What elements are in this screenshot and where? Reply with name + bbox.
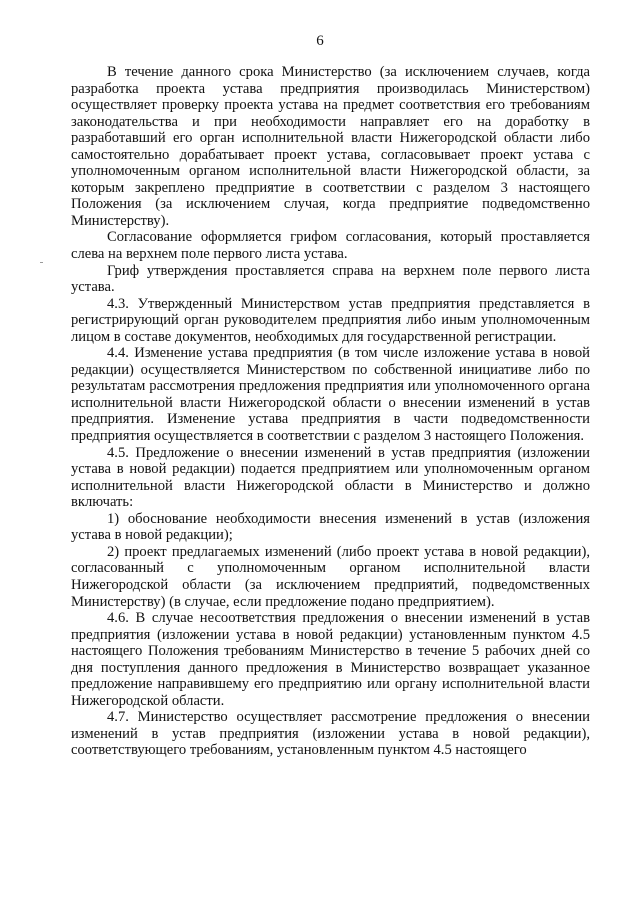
page-number: 6 [316, 33, 324, 49]
paragraph-approval-stamp-left: Согласование оформляется грифом согласования, который проставляется слева на верхнем поле первого листа устава. [71, 229, 590, 263]
list-item-2: 2) проект предлагаемых изменений (либо проект устава в новой редакции), согласованный с уполномоченным органом исполнительной власти Нижегородской области (за исключением предприятий, подведомственных Министерству) (в случае, если предложение подано предприятием). [71, 543, 590, 610]
paragraph-section-4-4: 4.4. Изменение устава предприятия (в том числе изложение устава в новой редакции) осуществляется Министерством по собственной инициативе либо по результатам рассмотрения предложения предприятия или уполномоченного органа исполнительной власти Нижегородской области о внесении изменений в устав предприятия. Изменение устава предприятия в части подведомственности предприятия осуществляется в соответствии с разделом 3 настоящего Положения. [71, 345, 590, 445]
paragraph-section-4-6: 4.6. В случае несоответствия предложения о внесении изменений в устав предприятия (изложении устава в новой редакции) установленным пунктом 4.5 настоящего Положения требованиям Министерство в течение 5 рабочих дней со дня поступления данного предложения в Министерство возвращает указанное предложение направившему его предприятию или органу исполнительной власти Нижегородской области. [71, 610, 590, 709]
margin-mark [40, 262, 43, 263]
paragraph-section-4-7: 4.7. Министерство осуществляет рассмотрение предложения о внесении изменений в устав предприятия (изложении устава в новой редакции), соответствующего требованиям, установленным пунктом 4.5 настоящего [71, 709, 590, 759]
list-item-1: 1) обоснование необходимости внесения изменений в устав (изложения устава в новой редакции); [71, 510, 590, 544]
document-body [71, 64, 590, 759]
paragraph-section-4-5: 4.5. Предложение о внесении изменений в устав предприятия (изложении устава в новой редакции) подается предприятием или уполномоченным органом исполнительной власти Нижегородской области в Министерство и должно включать: [71, 444, 590, 511]
paragraph-section-4-3: 4.3. Утвержденный Министерством устав предприятия представляется в регистрирующий орган руководителем предприятия либо иным уполномоченным лицом в составе документов, необходимых для государственной регистрации. [71, 295, 590, 345]
paragraph-review-period: В течение данного срока Министерство (за исключением случаев, когда разработка проекта устава предприятия производилась Министерством) осуществляет проверку проекта устава на предмет соответствия его требованиям законодательства и при необходимости направляет его на доработку в разработавший его орган исполнительной власти Нижегородской области либо самостоятельно дорабатывает проект устава, согласовывает проект устава с уполномоченным органом исполнительной власти Нижегородской области, за которым закреплено предприятие в соответствии с разделом 3 настоящего Положения (за исключением случая, когда предприятие подведомственно Министерству). [71, 64, 590, 229]
paragraph-approval-stamp-right: Гриф утверждения проставляется справа на верхнем поле первого листа устава. [71, 262, 590, 296]
